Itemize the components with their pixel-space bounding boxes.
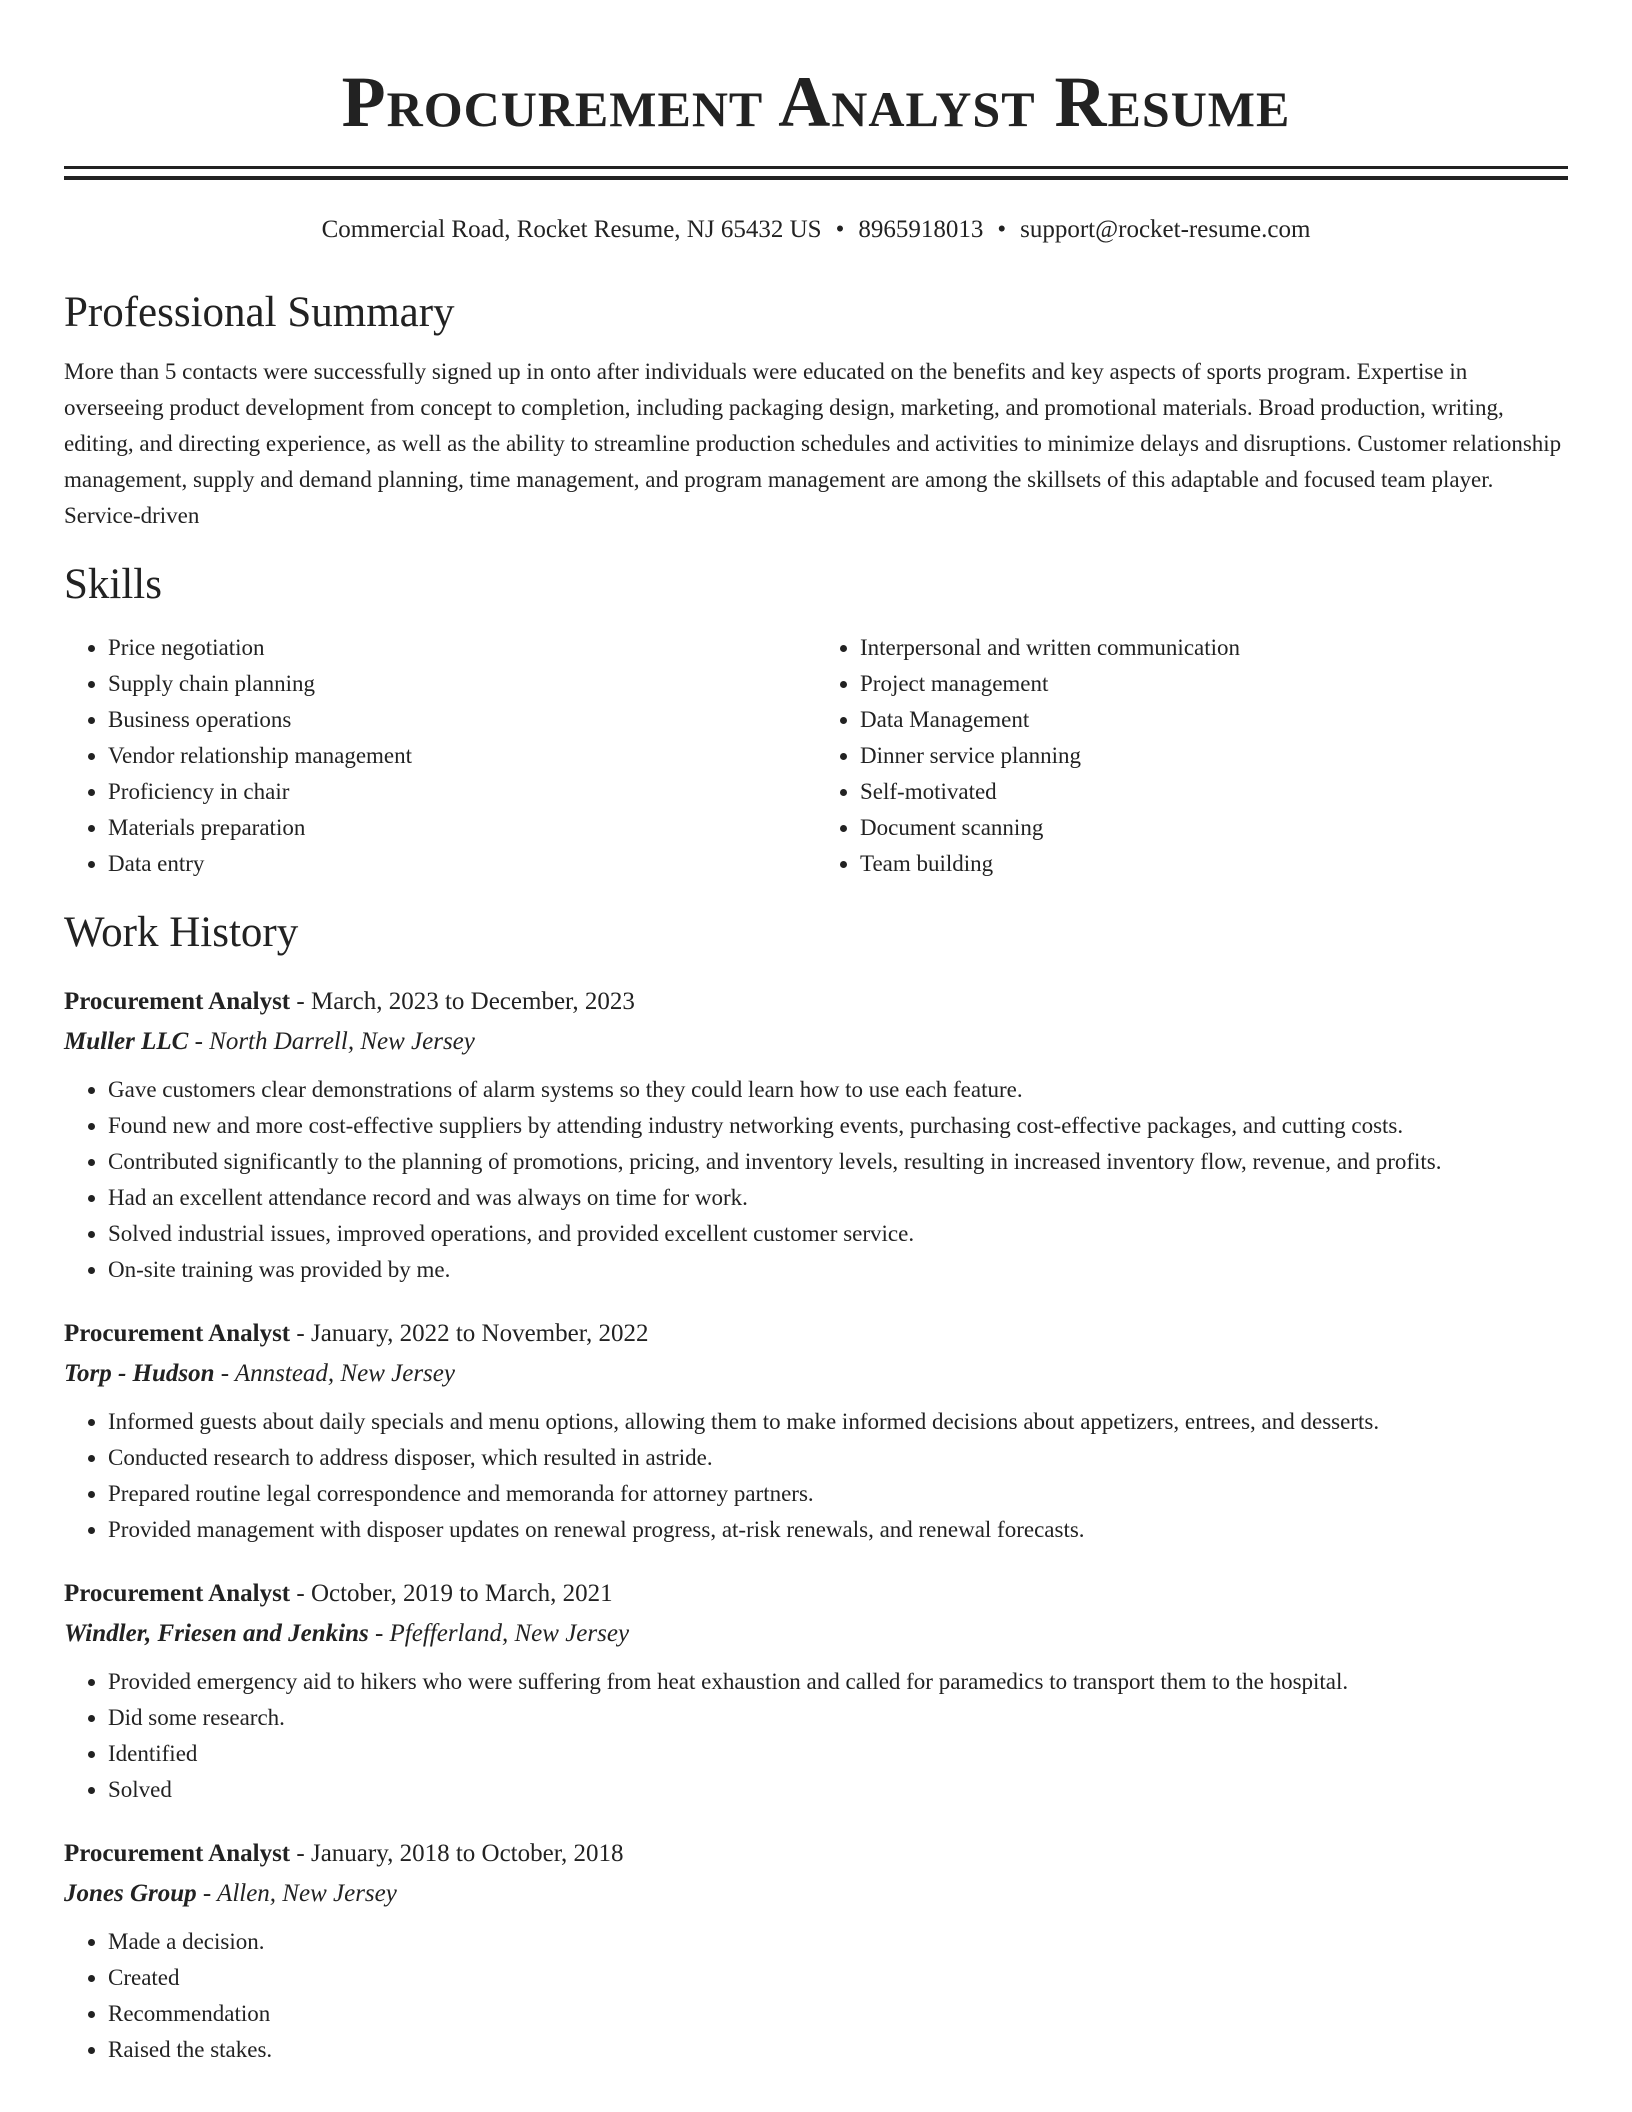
job-bullet: • Prepared routine legal correspondence and memoranda for attorney partners. — [108, 1476, 1568, 1512]
skill-item: • Proficiency in chair — [108, 774, 816, 810]
contact-separator: • — [997, 216, 1007, 243]
resume-title: Procurement Analyst Resume — [341, 62, 1291, 142]
job-bullets — [64, 1664, 1568, 1808]
job-bullet: • Solved — [108, 1772, 1568, 1808]
summary-heading: Professional Summary — [64, 289, 455, 336]
job-entry — [64, 1574, 1568, 1808]
title-rule-bottom — [64, 176, 1568, 180]
job-header — [64, 982, 1568, 1022]
job-bullet: • Had an excellent attendance record and was always on time for work. — [108, 1180, 1568, 1216]
job-bullet: • Provided management with disposer updates on renewal progress, at-risk renewals, and renewal forecasts. — [108, 1512, 1568, 1548]
job-location: - Allen, New Jersey — [196, 1880, 397, 1907]
job-company: Torp - Hudson — [64, 1360, 215, 1387]
skill-item: • Data Management — [860, 702, 1568, 738]
job-bullet: • Gave customers clear demonstrations of alarm systems so they could learn how to use each feature. — [108, 1072, 1568, 1108]
job-bullet: • Did some research. — [108, 1700, 1568, 1736]
job-bullet: • Raised the stakes. — [108, 2032, 1568, 2068]
job-bullet: • Solved industrial issues, improved operations, and provided excellent customer service. — [108, 1216, 1568, 1252]
contact-phone: 8965918013 — [858, 216, 984, 243]
work-history-list — [64, 982, 1568, 2068]
skills-heading: Skills — [64, 561, 162, 608]
job-dates: - January, 2022 to November, 2022 — [290, 1320, 649, 1347]
title-rule-top — [64, 166, 1568, 169]
job-entry — [64, 1834, 1568, 2068]
skill-item: • Document scanning — [860, 810, 1568, 846]
job-company: Jones Group — [64, 1880, 197, 1907]
skills-columns — [64, 630, 1568, 882]
job-entry — [64, 1314, 1568, 1548]
job-bullet: • Made a decision. — [108, 1924, 1568, 1960]
job-location: - North Darrell, New Jersey — [188, 1028, 475, 1055]
contact-line — [64, 214, 1568, 246]
job-bullet: • On-site training was provided by me. — [108, 1252, 1568, 1288]
job-bullet: • Found new and more cost-effective suppliers by attending industry networking events, purchasing cost-effective packages, and cutting costs. — [108, 1108, 1568, 1144]
skills-list-left — [64, 630, 816, 882]
job-company: Windler, Friesen and Jenkins — [64, 1620, 369, 1647]
job-employer — [64, 1614, 1568, 1654]
job-bullet: • Provided emergency aid to hikers who were suffering from heat exhaustion and called for paramedics to transport them to the hospital. — [108, 1664, 1568, 1700]
job-dates: - January, 2018 to October, 2018 — [290, 1840, 624, 1867]
job-bullets — [64, 1072, 1568, 1288]
job-employer — [64, 1354, 1568, 1394]
job-location: - Pfefferland, New Jersey — [368, 1620, 630, 1647]
job-bullet: • Recommendation — [108, 1996, 1568, 2032]
summary-text: More than 5 contacts were successfully signed up in onto after individuals were educated on the benefits and key aspects of sports program. Expertise in overseeing product development from concept to completion, including packaging design, marketing, and promotional materials. Broad production, writing, editing, and directing experience, as well as the ability to streamline production schedules and activities to minimize delays and disruptions. Customer relationship management, supply and demand planning, time management, and program management are among the skillsets of this adaptable and focused team player. Service-driven — [64, 359, 1562, 528]
contact-separator: • — [835, 216, 845, 243]
skill-item: • Data entry — [108, 846, 816, 882]
skill-item: • Price negotiation — [108, 630, 816, 666]
job-bullet: • Conducted research to address disposer, which resulted in astride. — [108, 1440, 1568, 1476]
skill-item: • Materials preparation — [108, 810, 816, 846]
job-employer — [64, 1022, 1568, 1062]
job-bullet: • Identified — [108, 1736, 1568, 1772]
skill-item: • Interpersonal and written communication — [860, 630, 1568, 666]
contact-email: support@rocket-resume.com — [1020, 216, 1311, 243]
job-bullet: • Informed guests about daily specials and menu options, allowing them to make informed decisions about appetizers, entrees, and desserts. — [108, 1404, 1568, 1440]
job-bullet: • Created — [108, 1960, 1568, 1996]
job-title: Procurement Analyst — [64, 1840, 291, 1867]
job-employer — [64, 1874, 1568, 1914]
skill-item: • Self-motivated — [860, 774, 1568, 810]
contact-address: Commercial Road, Rocket Resume, NJ 65432 US — [321, 216, 822, 243]
job-bullets — [64, 1404, 1568, 1548]
job-location: - Annstead, New Jersey — [214, 1360, 455, 1387]
skill-item: • Vendor relationship management — [108, 738, 816, 774]
job-bullet: • Contributed significantly to the planning of promotions, pricing, and inventory levels, resulting in increased inventory flow, revenue, and profits. — [108, 1144, 1568, 1180]
job-entry — [64, 982, 1568, 1288]
job-company: Muller LLC — [64, 1028, 189, 1055]
job-header — [64, 1834, 1568, 1874]
skill-item: • Business operations — [108, 702, 816, 738]
skills-list-right — [816, 630, 1568, 882]
job-title: Procurement Analyst — [64, 1320, 291, 1347]
skill-item: • Team building — [860, 846, 1568, 882]
job-header — [64, 1574, 1568, 1614]
job-title: Procurement Analyst — [64, 988, 291, 1015]
work-history-heading: Work History — [64, 909, 299, 956]
skill-item: • Project management — [860, 666, 1568, 702]
job-dates: - March, 2023 to December, 2023 — [290, 988, 635, 1015]
job-dates: - October, 2019 to March, 2021 — [290, 1580, 613, 1607]
job-title: Procurement Analyst — [64, 1580, 291, 1607]
job-header — [64, 1314, 1568, 1354]
job-bullets — [64, 1924, 1568, 2068]
skill-item: • Dinner service planning — [860, 738, 1568, 774]
skill-item: • Supply chain planning — [108, 666, 816, 702]
